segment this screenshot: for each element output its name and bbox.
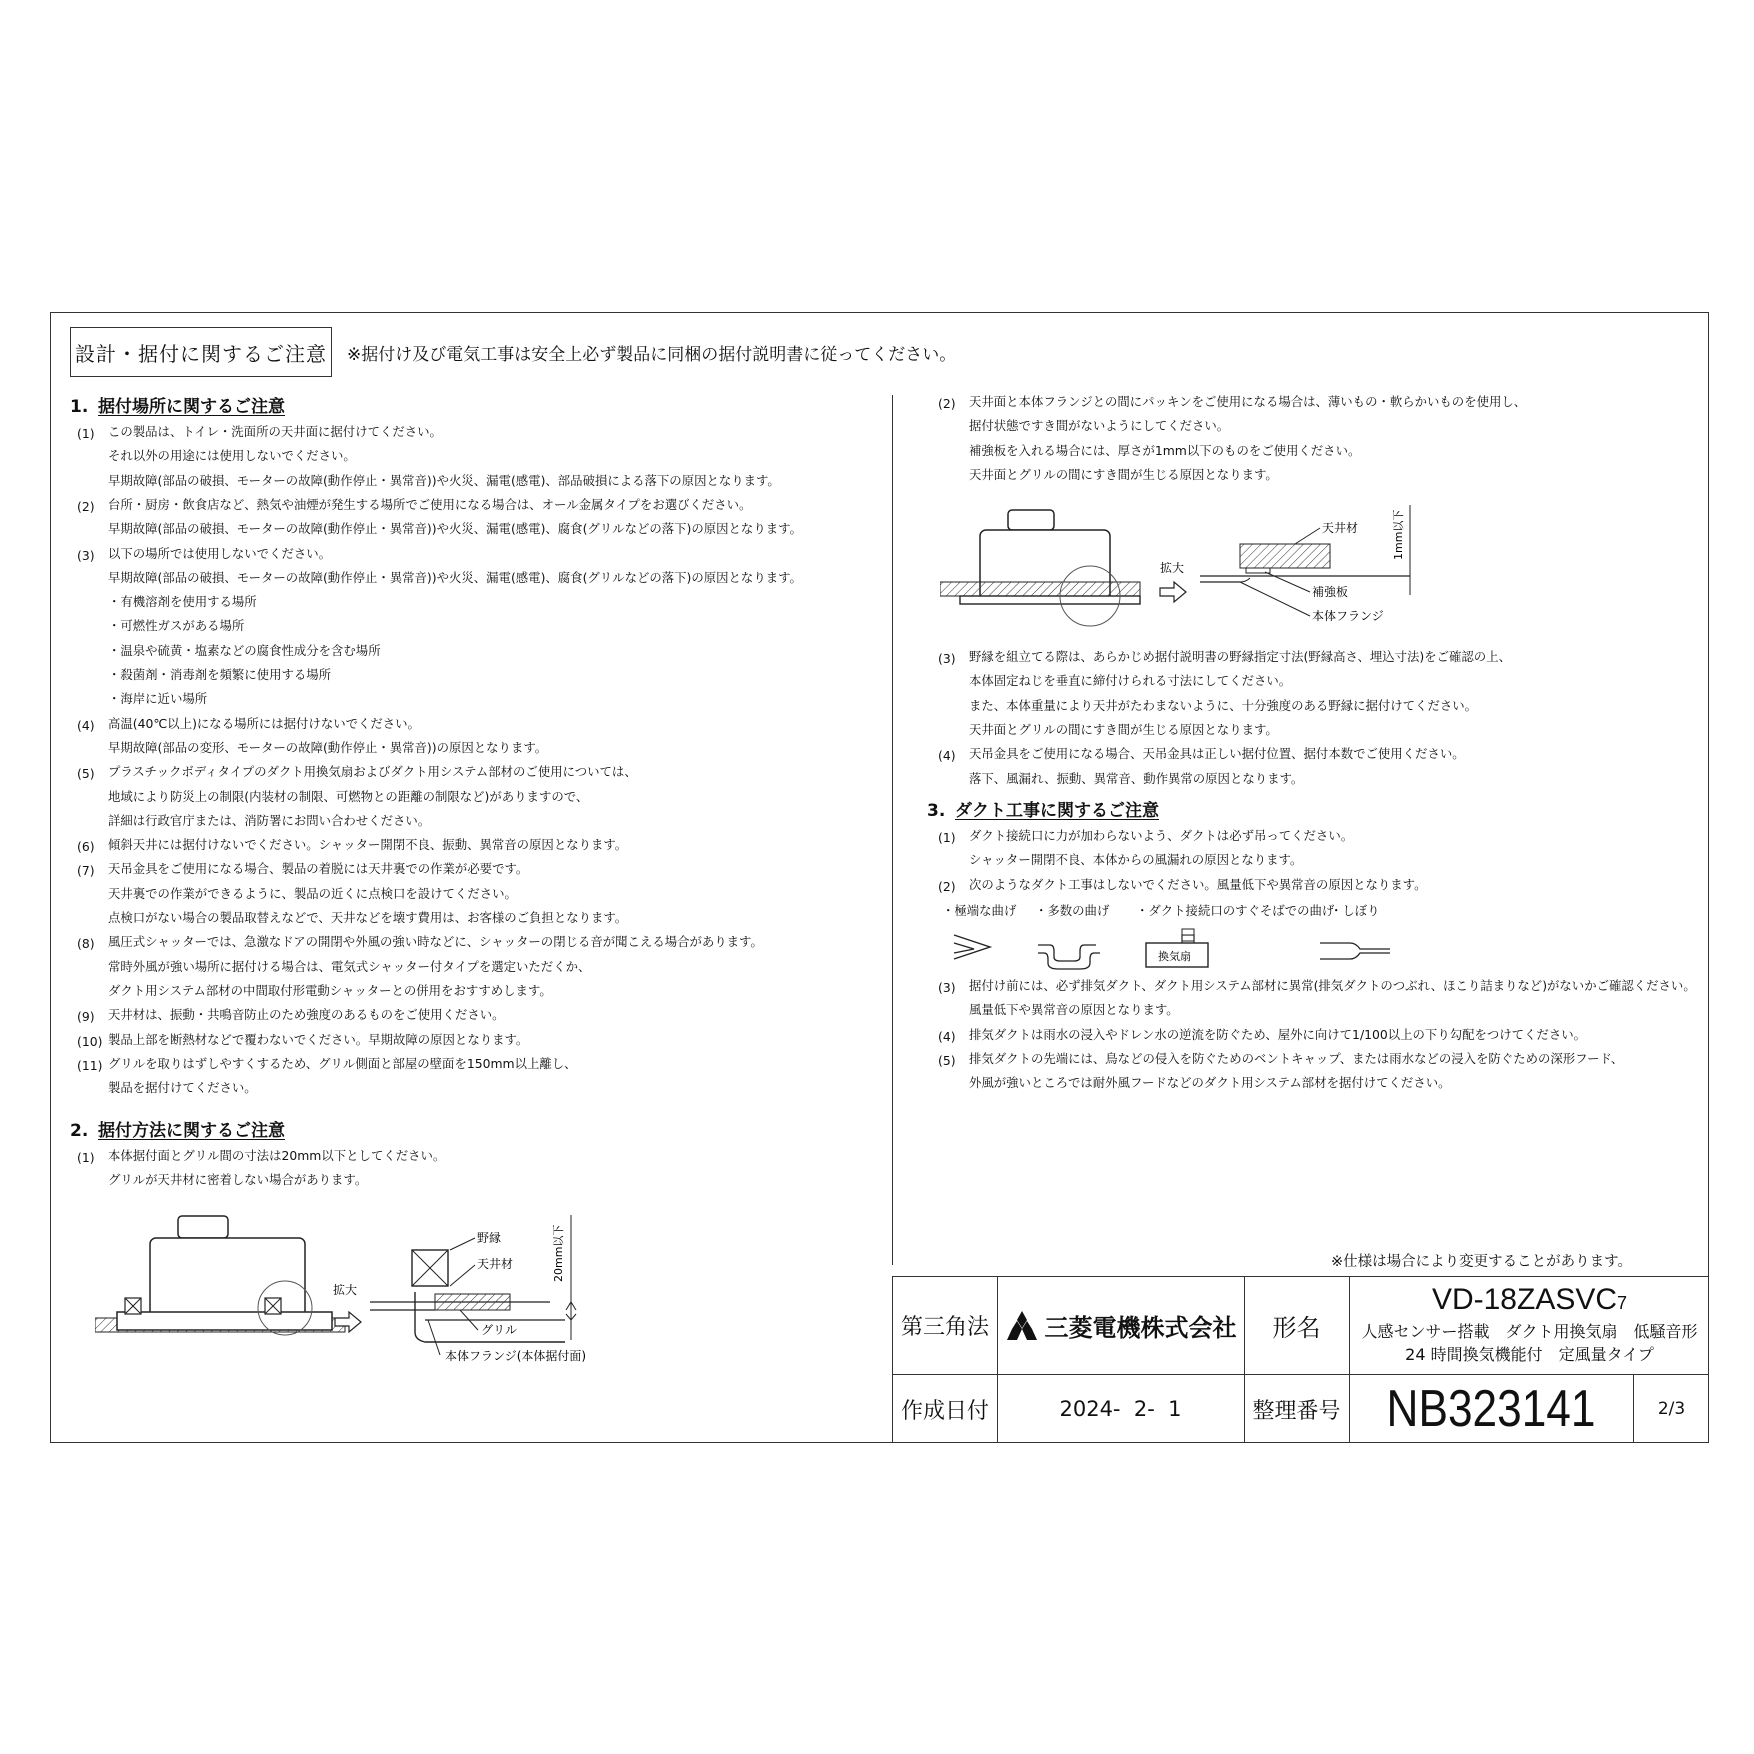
- item-text: 風圧式シャッターでは、急激なドアの開閉や外風の強い時などに、シャッターの閉じる音が聞こえる場合があります。: [108, 934, 763, 950]
- item-text: また、本体重量により天井がたわまないように、十分強度のある野縁に据付けてください。: [969, 697, 1478, 713]
- item-text: 据付状態ですき間がないようにしてください。: [969, 418, 1230, 434]
- item-text: 天吊金具をご使用になる場合、天吊金具は正しい据付位置、据付本数でご使用ください。: [969, 746, 1465, 762]
- item-text: この製品は、トイレ・洗面所の天井面に据付けてください。: [108, 424, 442, 439]
- item-text: プラスチックボディタイプのダクト用換気扇およびダクト用システム部材のご使用については、: [108, 764, 637, 780]
- fig2-flange-label: 本体フランジ: [1312, 609, 1384, 623]
- item-text: 野縁を組立てる際は、あらかじめ据付説明書の野縁指定寸法(野縁高さ、埋込寸法)をご確認の上、: [969, 649, 1511, 664]
- item-text: 製品上部を断熱材などで覆わないでください。早期故障の原因となります。: [108, 1031, 529, 1047]
- item-text: ・殺菌剤・消毒剤を頻繁に使用する場所: [108, 667, 332, 682]
- fig1-noen-label: 野縁: [477, 1231, 502, 1245]
- item-text: 早期故障(部品の破損、モーターの故障(動作停止・異常音))や火災、漏電(感電)、腐食(グリルなどの落下)の原因となります。: [108, 521, 802, 537]
- item-text: グリルが天井材に密着しない場合があります。: [108, 1172, 368, 1188]
- item-text: 台所・厨房・飲食店など、熱気や油煙が発生する場所でご使用になる場合は、オール金属タイプをお選びください。: [108, 496, 752, 512]
- fig1-dim-label: 20mm以下: [552, 1224, 565, 1282]
- fig2-ceiling-label: 天井材: [1322, 521, 1359, 535]
- item-text: 天井裏での作業ができるように、製品の近くに点検口を設けてください。: [108, 885, 517, 901]
- model-description-2: 24 時間換気機能付 定風量タイプ: [1405, 1345, 1654, 1364]
- item-marker: (8): [77, 936, 95, 952]
- item-text: 本体固定ねじを垂直に締付けられる寸法にしてください。: [969, 673, 1292, 689]
- header-install-note: ※据付け及び電気工事は安全上必ず製品に同梱の据付説明書に従ってください。: [347, 345, 957, 365]
- item-marker: (5): [77, 766, 95, 782]
- item-text: 天井面とグリルの間にすき間が生じる原因となります。: [969, 466, 1278, 482]
- duct-example-squeeze-label: ・しぼり: [1330, 903, 1380, 918]
- item-text: 以下の場所では使用しないでください。: [108, 545, 332, 561]
- fig2-zoom-label: 拡大: [1160, 561, 1185, 575]
- projection-label: 第三角法: [900, 1315, 989, 1340]
- item-text: 傾斜天井には据付けないでください。シャッター開閉不良、振動、異常音の原因となります。: [108, 837, 628, 853]
- item-marker: (2): [77, 498, 95, 514]
- model-number: VD-18ZASVC: [1431, 1283, 1618, 1316]
- item-marker: (4): [77, 717, 95, 733]
- model-description-1: 人感センサー搭載 ダクト用換気扇 低騒音形: [1361, 1322, 1698, 1341]
- section-3-title: 3. ダクト工事に関するご注意: [927, 801, 1159, 821]
- item-text: 天井面と本体フランジとの間にパッキンをご使用になる場合は、薄いもの・軟らかいものを使用し、: [969, 394, 1527, 409]
- duct-example-near-bend-label: ・ダクト接続口のすぐそばでの曲げ: [1136, 903, 1335, 918]
- item-text: 落下、風漏れ、振動、異常音、動作異常の原因となります。: [969, 770, 1304, 786]
- item-text: ・可燃性ガスがある場所: [108, 618, 245, 634]
- item-marker: (1): [938, 830, 956, 845]
- header-title-box: 設計・据付に関するご注意: [70, 327, 332, 377]
- item-text: 外風が強いところでは耐外風フードなどのダクト用システム部材を据付けてください。: [969, 1075, 1451, 1091]
- item-text: 早期故障(部品の破損、モーターの故障(動作停止・異常音))や火災、漏電(感電)、部品破損による落下の原因となります。: [108, 472, 780, 488]
- item-marker: (11): [77, 1057, 103, 1073]
- fig2-reinforce-label: 補強板: [1312, 585, 1349, 599]
- item-text: 製品を据付けてください。: [108, 1080, 257, 1096]
- item-text: 排気ダクトの先端には、鳥などの侵入を防ぐためのベントキャップ、または雨水などの浸入を防ぐための深形フード、: [969, 1050, 1624, 1066]
- section-2-title: 2. 据付方法に関するご注意: [70, 1121, 285, 1141]
- model-cell: [1349, 1277, 1710, 1374]
- fig2-dim-label: 1mm以下: [1392, 509, 1405, 560]
- item-marker: (2): [938, 878, 956, 894]
- duct-example-multi-bend-label: ・多数の曲げ: [1035, 903, 1110, 918]
- item-marker: (6): [77, 839, 95, 855]
- item-marker: (7): [77, 863, 95, 879]
- title-block: [892, 1276, 1709, 1443]
- ref-label: 整理番号: [1252, 1398, 1341, 1424]
- item-text: 高温(40℃以上)になる場所には据付けないでください。: [108, 715, 420, 731]
- item-text: ダクト接続口に力が加わらないよう、ダクトは必ず吊ってください。: [969, 828, 1354, 843]
- page-number: 2/3: [1657, 1399, 1686, 1419]
- company-name: 三菱電機株式会社: [1044, 1314, 1237, 1342]
- item-text: 天井材は、振動・共鳴音防止のため強度のあるものをご使用ください。: [108, 1007, 505, 1023]
- item-text: 詳細は行政官庁または、消防署にお問い合わせください。: [108, 812, 431, 828]
- item-text: 常時外風が強い場所に据付ける場合は、電気式シャッター付タイプを選定いただくか、: [108, 958, 591, 974]
- item-text: 据付け前には、必ず排気ダクト、ダクト用システム部材に異常(排気ダクトのつぶれ、ほこり詰まりなど)がないかご確認ください。: [969, 978, 1696, 993]
- duct-fan-label: 換気扇: [1158, 950, 1191, 963]
- model-label: 形名: [1272, 1314, 1321, 1342]
- item-marker: (4): [938, 748, 956, 764]
- item-text: 風量低下や異常音の原因となります。: [969, 1002, 1179, 1018]
- packing-mounting-figure: [940, 500, 1430, 635]
- item-marker: (10): [77, 1033, 103, 1049]
- item-text: 補強板を入れる場合には、厚さが1mm以下のものをご使用ください。: [969, 442, 1361, 458]
- item-text: 天吊金具をご使用になる場合、製品の着脱には天井裏での作業が必要です。: [108, 861, 529, 877]
- item-marker: (3): [938, 980, 956, 995]
- fig1-grill-label: グリル: [481, 1323, 518, 1337]
- date-value: 2024- 2- 1: [1059, 1397, 1182, 1421]
- spec-change-note: ※仕様は場合により変更することがあります。: [1331, 1254, 1632, 1270]
- duct-examples-figure: [950, 925, 1390, 975]
- item-marker: (5): [938, 1052, 956, 1068]
- company-cell: [997, 1277, 1244, 1374]
- item-text: グリルを取りはずしやすくするため、グリル側面と部屋の壁面を150mm以上離し、: [108, 1055, 577, 1071]
- item-marker: (1): [77, 1150, 95, 1165]
- ref-number: NB323141: [1386, 1380, 1596, 1438]
- item-text: 排気ダクトは雨水の浸入やドレン水の逆流を防ぐため、屋外に向けて1/100以上の下り勾配をつけてください。: [969, 1026, 1587, 1042]
- item-text: 点検口がない場合の製品取替えなどで、天井などを壊す費用は、お客様のご負担となります。: [108, 910, 628, 925]
- item-text: 早期故障(部品の変形、モーターの故障(動作停止・異常音))の原因となります。: [108, 739, 548, 755]
- duct-example-sharp-bend-label: ・極端な曲げ: [942, 903, 1017, 918]
- item-text: 天井面とグリルの間にすき間が生じる原因となります。: [969, 721, 1278, 737]
- model-suffix: 7: [1617, 1293, 1628, 1313]
- item-marker: (3): [77, 547, 95, 563]
- item-text: それ以外の用途には使用しないでください。: [108, 448, 356, 464]
- item-text: ・温泉や硫黄・塩素などの腐食性成分を含む場所: [108, 642, 381, 658]
- date-label: 作成日付: [900, 1398, 989, 1424]
- fig1-zoom-label: 拡大: [333, 1283, 358, 1297]
- item-text: 地域により防災上の制限(内装材の制限、可燃物との距離の制限など)がありますので、: [108, 788, 589, 804]
- item-marker: (1): [77, 426, 95, 441]
- item-text: ダクト用システム部材の中間取付形電動シャッターとの併用をおすすめします。: [108, 982, 552, 998]
- item-marker: (3): [938, 651, 956, 666]
- item-text: 次のようなダクト工事はしないでください。風量低下や異常音の原因となります。: [969, 876, 1427, 892]
- item-marker: (4): [938, 1028, 956, 1044]
- column-divider: [892, 395, 893, 1265]
- item-text: ・海岸に近い場所: [108, 691, 208, 707]
- item-text: シャッター開閉不良、本体からの風漏れの原因となります。: [969, 852, 1303, 868]
- section-1-title: 1. 据付場所に関するご注意: [70, 397, 285, 417]
- mitsubishi-logo-icon: [1005, 1310, 1039, 1342]
- item-marker: (9): [77, 1009, 95, 1025]
- fig1-ceiling-label: 天井材: [477, 1257, 514, 1271]
- item-text: 本体据付面とグリル間の寸法は20mm以下としてください。: [108, 1148, 446, 1163]
- fig1-flange-label: 本体フランジ(本体据付面): [445, 1349, 587, 1363]
- grill-mounting-figure: [95, 1210, 615, 1370]
- item-text: 早期故障(部品の破損、モーターの故障(動作停止・異常音))や火災、漏電(感電)、腐食(グリルなどの落下)の原因となります。: [108, 569, 802, 585]
- item-text: ・有機溶剤を使用する場所: [108, 594, 257, 610]
- item-marker: (2): [938, 396, 956, 411]
